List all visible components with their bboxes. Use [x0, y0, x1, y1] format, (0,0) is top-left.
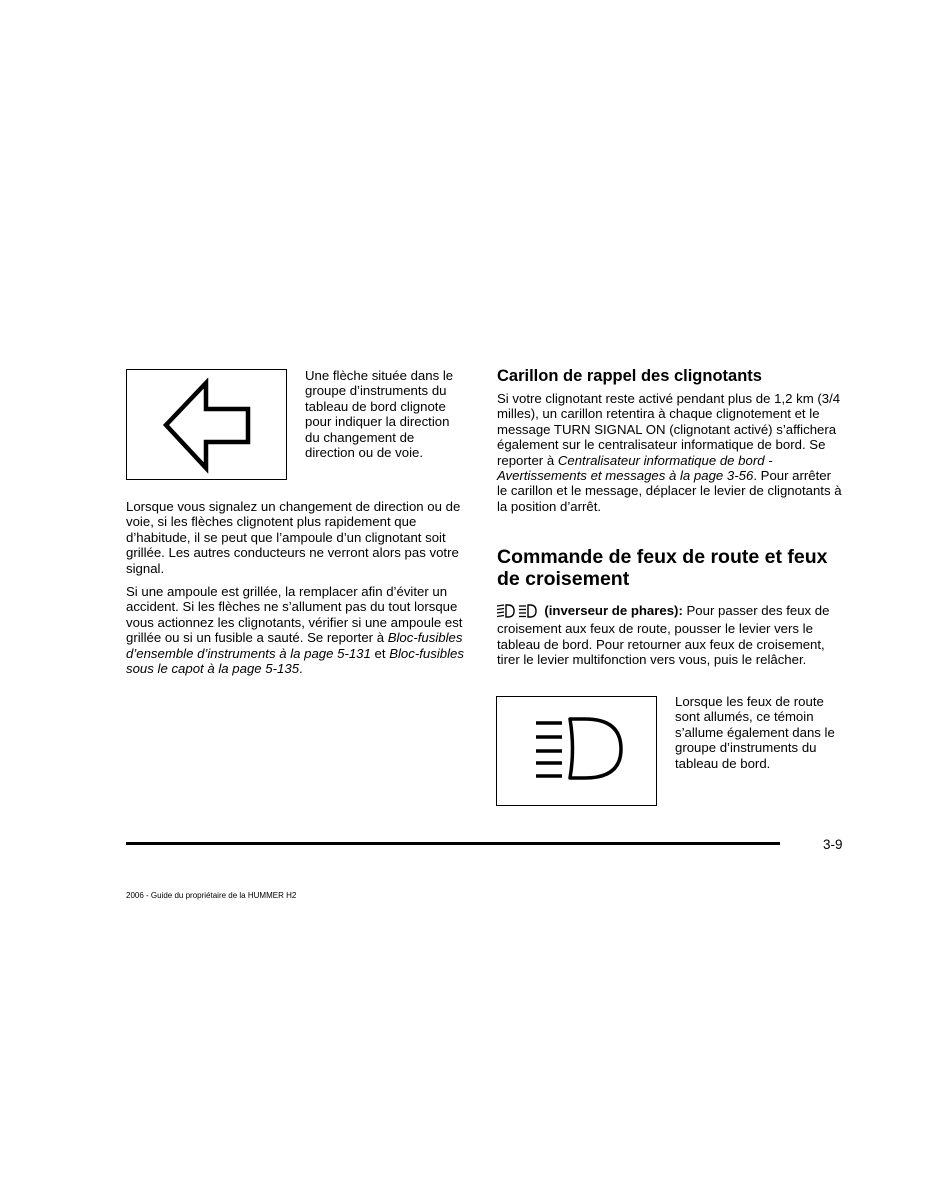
footer-text: 2006 - Guide du propriétaire de la HUMMER H2 [126, 891, 297, 900]
heading-turn-signal-chime: Carillon de rappel des clignotants [497, 367, 762, 385]
ref-underhood-fuse-block[interactable]: Bloc-fusibles sous le capot à la page 5-135 [126, 645, 464, 677]
ref-driver-information-center[interactable]: Centralisateur informatique de bord - Avertissements et messages à la page 3-56 [497, 452, 773, 484]
page-divider [126, 842, 780, 845]
paragraph-headlamp-dimmer: (inverseur de phares): Pour passer des feux de croisement aux feux de route, pousser le levier vers le tableau de bord. Pour retourner aux feux de croisement, tirer le levier multifonction vers vous, puis le relâcher. [497, 603, 830, 668]
paragraph-replace-bulb: Si une ampoule est grillée, la remplacer afin d’éviter un accident. Si les flèches ne s’allument pas du tout lorsque vous actionnez les clignotants, vérifier si une ampoule est grillée ou si un fusible a sauté. Se reporter à Bloc-fusibles d’ensemble d’instruments à la page 5-131 et Bloc-fusibles sous le capot à la page 5-135. [126, 584, 464, 677]
turn-signal-arrow-figure [126, 369, 287, 480]
paragraph-bulb-burned: Lorsque vous signalez un changement de direction ou de voie, si les flèches clignotent plus rapidement que d’habitude, il se peut que l’ampoule d’un clignotant soit grillée. Les autres conducteurs ne verront alors pas votre signal. [126, 499, 461, 576]
page-number: 3-9 [823, 837, 843, 852]
ref-instrument-fuse-block[interactable]: Bloc-fusibles d’ensemble d’instruments à la page 5-131 [126, 630, 463, 661]
heading-headlamp-beam-control: Commande de feux de route et feux de croisement [497, 546, 828, 590]
arrow-figure-caption: Une flèche située dans le groupe d’instruments du tableau de bord clignote pour indiquer la direction du changement de direction ou de voie. [305, 368, 454, 461]
left-arrow-icon [127, 370, 285, 478]
high-beam-figure-caption: Lorsque les feux de route sont allumés, ce témoin s’allume également dans le groupe d’instruments du tableau de bord. [675, 694, 835, 771]
left-column-text [126, 499, 468, 676]
high-beam-inline-icon [497, 604, 537, 621]
high-beam-indicator-figure [496, 696, 657, 806]
high-beam-icon [497, 697, 655, 804]
paragraph-turn-signal-chime: Si votre clignotant reste activé pendant plus de 1,2 km (3/4 milles), un carillon retentira à chaque clignotement et le message TURN SIGNAL ON (clignotant activé) s’affichera également sur le centralisateur informatique de bord. Se reporter à Centralisateur informatique de bord - Avertissements et messages à la page 3-56. Pour arrêter le carillon et le message, déplacer le levier de clignotants à la position d’arrêt. [497, 391, 842, 514]
